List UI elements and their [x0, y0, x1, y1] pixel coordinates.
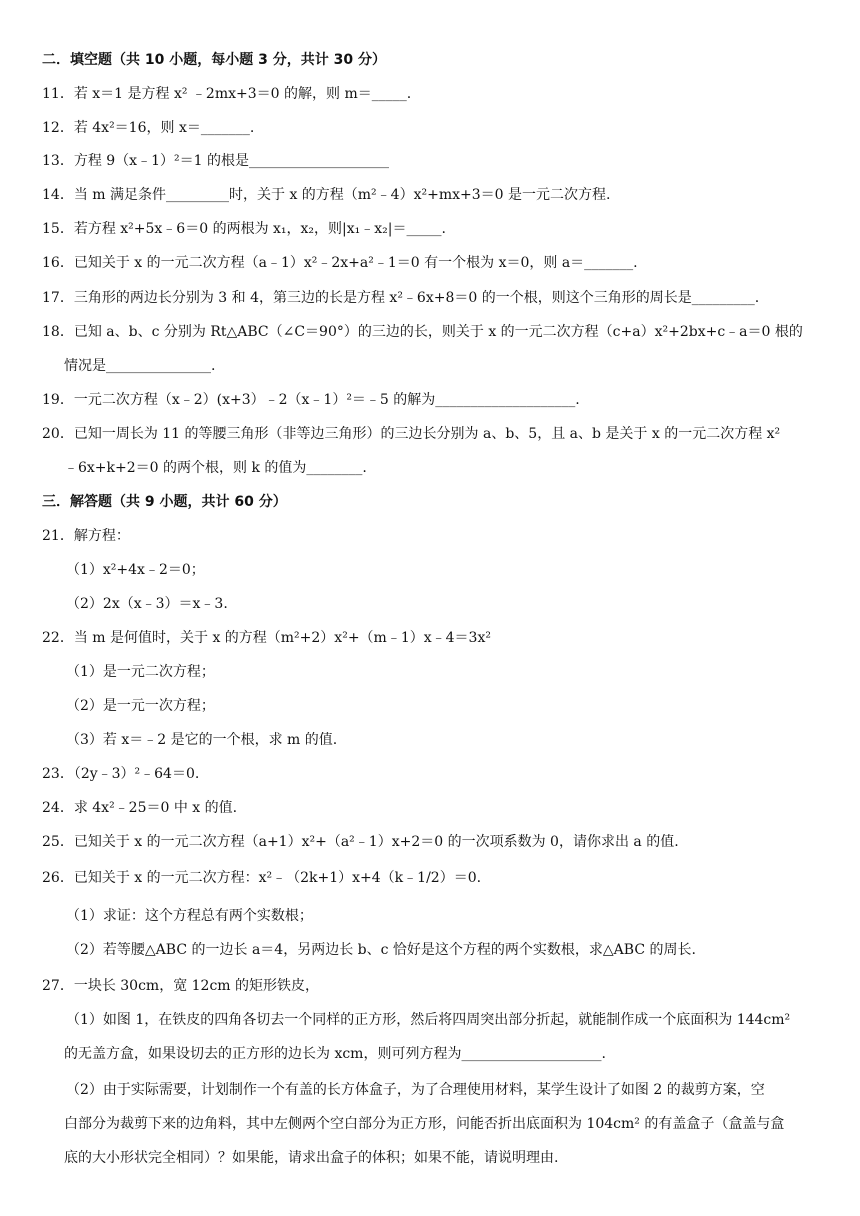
question-22-part3: （3）若 x＝﹣2 是它的一个根，求 m 的值. — [66, 732, 338, 748]
question-12: 12．若 4x²＝16，则 x＝_______. — [42, 120, 255, 136]
question-27: 27．一块长 30cm，宽 12cm 的矩形铁皮， — [42, 978, 320, 994]
question-21-part2: （2）2x（x﹣3）＝x﹣3. — [66, 596, 228, 612]
question-23: 23．（2y﹣3）²﹣64＝0. — [42, 766, 200, 782]
question-13: 13．方程 9（x﹣1）²＝1 的根是____________________ — [42, 153, 389, 169]
question-27-part2-cont2: 底的大小形状完全相同）？如果能，请求出盒子的体积；如果不能，请说明理由. — [64, 1150, 559, 1166]
question-15: 15．若方程 x²+5x﹣6＝0 的两根为 x₁，x₂，则|x₁﹣x₂|＝_____. — [42, 221, 446, 237]
question-25: 25．已知关于 x 的一元二次方程（a+1）x²+（a²﹣1）x+2＝0 的一次项系数为 0，请你求出 a 的值. — [42, 834, 679, 850]
question-21: 21．解方程： — [42, 528, 130, 544]
question-18-cont: 情况是_______________. — [64, 358, 216, 374]
question-17: 17．三角形的两边长分别为 3 和 4，第三边的长是方程 x²﹣6x+8＝0 的一个根，则这个三角形的周长是_________. — [42, 290, 760, 306]
question-16: 16．已知关于 x 的一元二次方程（a﹣1）x²﹣2x+a²﹣1＝0 有一个根为 x＝0，则 a＝_______. — [42, 255, 638, 271]
question-27-part2-cont: 白部分为裁剪下来的边角料，其中左侧两个空白部分为正方形，问能否折出底面积为 104cm² 的有盖盒子（盒盖与盒 — [64, 1116, 785, 1132]
question-22-part1: （1）是一元二次方程； — [66, 664, 215, 680]
question-26-part1: （1）求证：这个方程总有两个实数根； — [66, 908, 313, 924]
question-11: 11．若 x＝1 是方程 x² ﹣2mx+3＝0 的解，则 m＝_____. — [42, 86, 412, 102]
question-18: 18．已知 a、b、c 分别为 Rt△ABC（∠C＝90°）的三边的长，则关于 x 的一元二次方程（c+a）x²+2bx+c﹣a＝0 根的 — [42, 324, 803, 340]
question-19: 19．一元二次方程（x﹣2）(x+3）﹣2（x﹣1）²＝﹣5 的解为____________________. — [42, 392, 580, 408]
question-24: 24．求 4x²﹣25＝0 中 x 的值. — [42, 800, 238, 816]
question-20: 20．已知一周长为 11 的等腰三角形（非等边三角形）的三边长分别为 a、b、5，且 a、b 是关于 x 的一元二次方程 x² — [42, 426, 781, 442]
question-26-part2: （2）若等腰△ABC 的一边长 a＝4，另两边长 b、c 恰好是这个方程的两个实数根，求△ABC 的周长. — [66, 942, 696, 958]
question-27-part2: （2）由于实际需要，计划制作一个有盖的长方体盒子，为了合理使用材料，某学生设计了如图 2 的裁剪方案，空 — [66, 1082, 765, 1098]
question-21-part1: （1）x²+4x﹣2＝0； — [66, 562, 205, 578]
question-20-cont: ﹣6x+k+2＝0 的两个根，则 k 的值为________. — [64, 460, 367, 476]
question-14: 14．当 m 满足条件_________时，关于 x 的方程（m²﹣4）x²+mx+3＝0 是一元二次方程. — [42, 187, 611, 203]
question-27-part1-cont: 的无盖方盒，如果设切去的正方形的边长为 xcm，则可列方程为____________________. — [64, 1046, 606, 1062]
section-heading-solve: 三．解答题（共 9 小题，共计 60 分） — [42, 494, 287, 510]
question-26: 26．已知关于 x 的一元二次方程：x²﹣（2k+1）x+4（k﹣1/2）＝0. — [42, 870, 482, 886]
question-22-part2: （2）是一元一次方程； — [66, 698, 215, 714]
question-22: 22．当 m 是何值时，关于 x 的方程（m²+2）x²+（m﹣1）x﹣4＝3x² — [42, 630, 491, 646]
question-27-part1: （1）如图 1，在铁皮的四角各切去一个同样的正方形，然后将四周突出部分折起，就能制作成一个底面积为 144cm² — [66, 1012, 791, 1028]
section-heading-fill-in: 二．填空题（共 10 小题，每小题 3 分，共计 30 分） — [42, 52, 386, 68]
